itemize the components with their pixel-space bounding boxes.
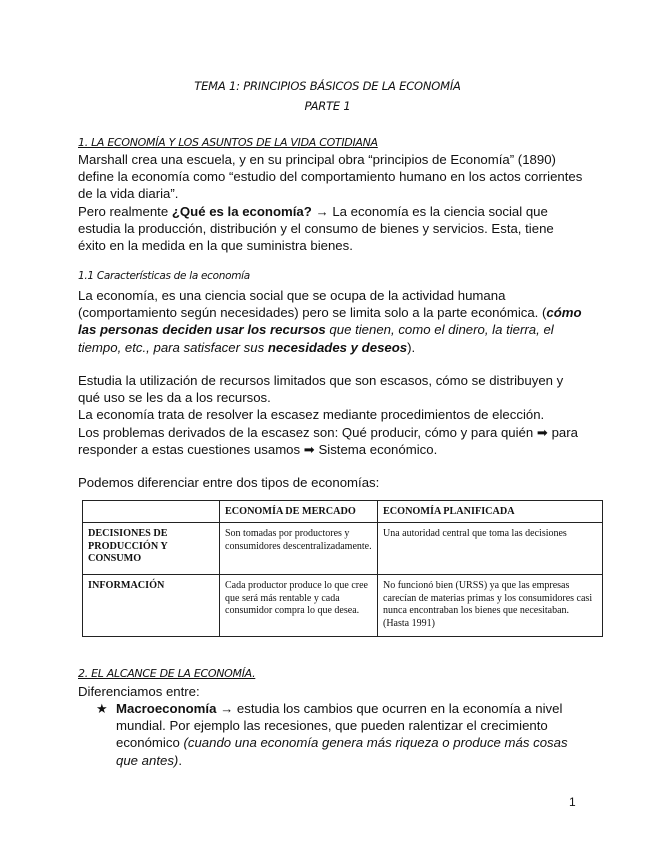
p1-plain: La economía, es una ciencia social que se ocupa de la actividad humana (comportamiento según necesidades) pero se limita solo a la parte económica. ( <box>78 288 547 321</box>
section-1-1-paragraph-1 <box>78 287 583 356</box>
table-row-label: DECISIONES DE PRODUCCIÓN Y CONSUMO <box>83 523 220 575</box>
table-row <box>83 575 603 637</box>
section-1-paragraph-1: Marshall crea una escuela, y en su principal obra “principios de Economía” (1890) define la economía como “estudio del comportamiento humano en los actos corrientes de la vida diaria”. <box>78 152 583 202</box>
star-bullet-icon: ★ <box>96 701 108 716</box>
section-1-1-paragraph-5: Podemos diferenciar entre dos tipos de economías: <box>78 475 380 490</box>
title-line-2: PARTE 1 <box>304 99 351 113</box>
table-header-mercado: ECONOMÍA DE MERCADO <box>220 501 378 523</box>
section-1-paragraph-2 <box>78 203 583 255</box>
section-2-intro: Diferenciamos entre: <box>78 684 200 699</box>
table-header-empty <box>83 501 220 523</box>
section-2-heading: 2. EL ALCANCE DE LA ECONOMÍA. <box>78 667 256 680</box>
item-1-term: Macroeconomía <box>116 701 217 716</box>
title-line-1: TEMA 1: PRINCIPIOS BÁSICOS DE LA ECONOMÍA <box>194 79 461 93</box>
section-1-1-body <box>78 287 583 356</box>
p2-prefix: Pero realmente <box>78 203 172 219</box>
section-1-1-paragraph-2: Estudia la utilización de recursos limitados que son escasos, cómo se distribuyen y qué uso se les da a los recursos. <box>78 373 564 406</box>
table-cell-planificada: Una autoridad central que toma las decisiones <box>378 523 603 575</box>
page-number: 1 <box>569 795 576 809</box>
table-header-row <box>83 501 603 523</box>
section-1-1-paragraph-3: La economía trata de resolver la escasez mediante procedimientos de elección. <box>78 407 545 423</box>
section-1-1-heading: 1.1 Características de la economía <box>78 270 250 282</box>
table-cell-mercado: Cada productor produce lo que cree que será más rentable y cada consumidor compra lo que desea. <box>220 575 378 637</box>
p1-bold-1: cómo las personas deciden usar los recursos <box>78 305 582 338</box>
p2-suffix: → La economía es la ciencia social que estudia la producción, distribución y el consumo de bienes y servicios. Esta, tiene éxito en la medida en la que suministra bienes. <box>78 203 554 254</box>
table-row-label: INFORMACIÓN <box>83 575 220 637</box>
table-cell-planificada: No funcionó bien (URSS) ya que las empresas carecían de materias primas y los consumidores casi nunca encontraban los bienes que necesitaban. (Hasta 1991) <box>378 575 603 637</box>
p1-italic: que tienen, como el dinero, la tierra, el tiempo, etc., para satisfacer sus <box>78 322 554 355</box>
section-1-heading: 1. LA ECONOMÍA Y LOS ASUNTOS DE LA VIDA COTIDIANA <box>78 136 378 149</box>
table-cell-mercado: Son tomadas por productores y consumidores descentralizadamente. <box>220 523 378 575</box>
item-1-end: . <box>178 752 182 768</box>
item-1-text: → estudia los cambios que ocurren en la economía a nivel mundial. Por ejemplo las recesiones, que pueden ralentizar el crecimiento económico <box>116 701 563 751</box>
item-1-italic: (cuando una economía genera más riqueza o produce más cosas que antes) <box>116 735 568 768</box>
section-1-1-body-2 <box>78 372 583 458</box>
p1-bold-2: necesidades y deseos <box>267 339 408 355</box>
table-row <box>83 523 603 575</box>
economy-types-table <box>82 500 603 637</box>
p2-question: ¿Qué es la economía? <box>171 203 312 219</box>
list-item <box>96 700 576 769</box>
table-header-planificada: ECONOMÍA PLANIFICADA <box>378 501 603 523</box>
section-1-1-paragraph-4: Los problemas derivados de la escasez son: Qué producir, cómo y para quién ➡ para responder a estas cuestiones usamos ➡ Sistema económico. <box>78 424 578 457</box>
list-item-text <box>116 700 576 769</box>
p1-end: ). <box>407 339 416 355</box>
section-1-body <box>78 151 583 254</box>
